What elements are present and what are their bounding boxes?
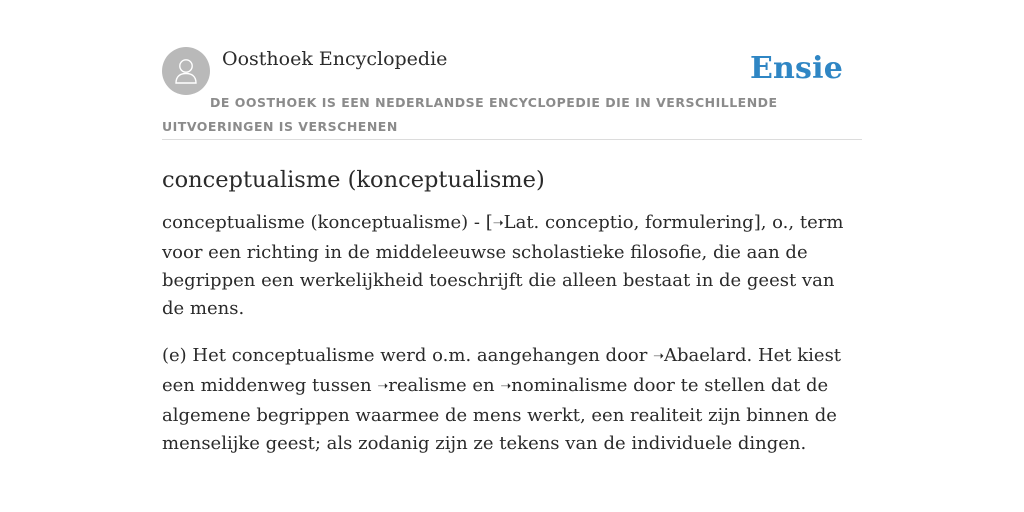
cross-reference-arrow-icon: ➝	[492, 216, 504, 231]
paragraph-text: (e) Het conceptualisme werd o.m. aangehangen door	[162, 345, 654, 366]
article-paragraph	[162, 342, 862, 458]
cross-reference-arrow-icon: ➝	[653, 349, 664, 364]
paragraph-text: en	[466, 375, 501, 396]
source-description: DE OOSTHOEK IS EEN NEDERLANDSE ENCYCLOPEDIE DIE IN VERSCHILLENDE UITVOERINGEN IS VERSCHENEN	[162, 95, 778, 134]
link-nominalisme[interactable]: nominalisme	[511, 375, 628, 396]
cross-reference-arrow-icon: ➝	[500, 379, 512, 394]
paragraph-text: . Het kiest een middenweg tussen	[162, 345, 842, 396]
link-realisme[interactable]: realisme	[388, 375, 467, 396]
link-lat[interactable]: Lat.	[503, 212, 540, 233]
user-silhouette-icon	[171, 56, 201, 86]
paragraph-text: conceptualisme (konceptualisme) - [	[162, 212, 493, 233]
brand-logo[interactable]: Ensie	[749, 51, 843, 86]
link-abaelard[interactable]: Abaelard	[663, 345, 747, 366]
source-avatar[interactable]	[162, 47, 210, 95]
article-paragraph	[162, 209, 862, 323]
article-title: conceptualisme (konceptualisme)	[162, 167, 545, 193]
source-name[interactable]: Oosthoek Encyclopedie	[222, 48, 448, 70]
page	[162, 0, 862, 458]
source-header	[162, 47, 862, 140]
paragraph-text: conceptio, formulering], o., term voor een richting in de middeleeuwse scholastieke filosofie, die aan de begrippen een werkelijkheid toeschrijft die alleen bestaat in de geest van de mens.	[162, 212, 844, 319]
paragraph-text: door te stellen dat de algemene begrippen waarmee de mens werkt, een realiteit zijn binnen de menselijke geest; als zodanig zijn ze tekens van de individuele dingen.	[162, 375, 837, 454]
cross-reference-arrow-icon: ➝	[377, 379, 389, 394]
